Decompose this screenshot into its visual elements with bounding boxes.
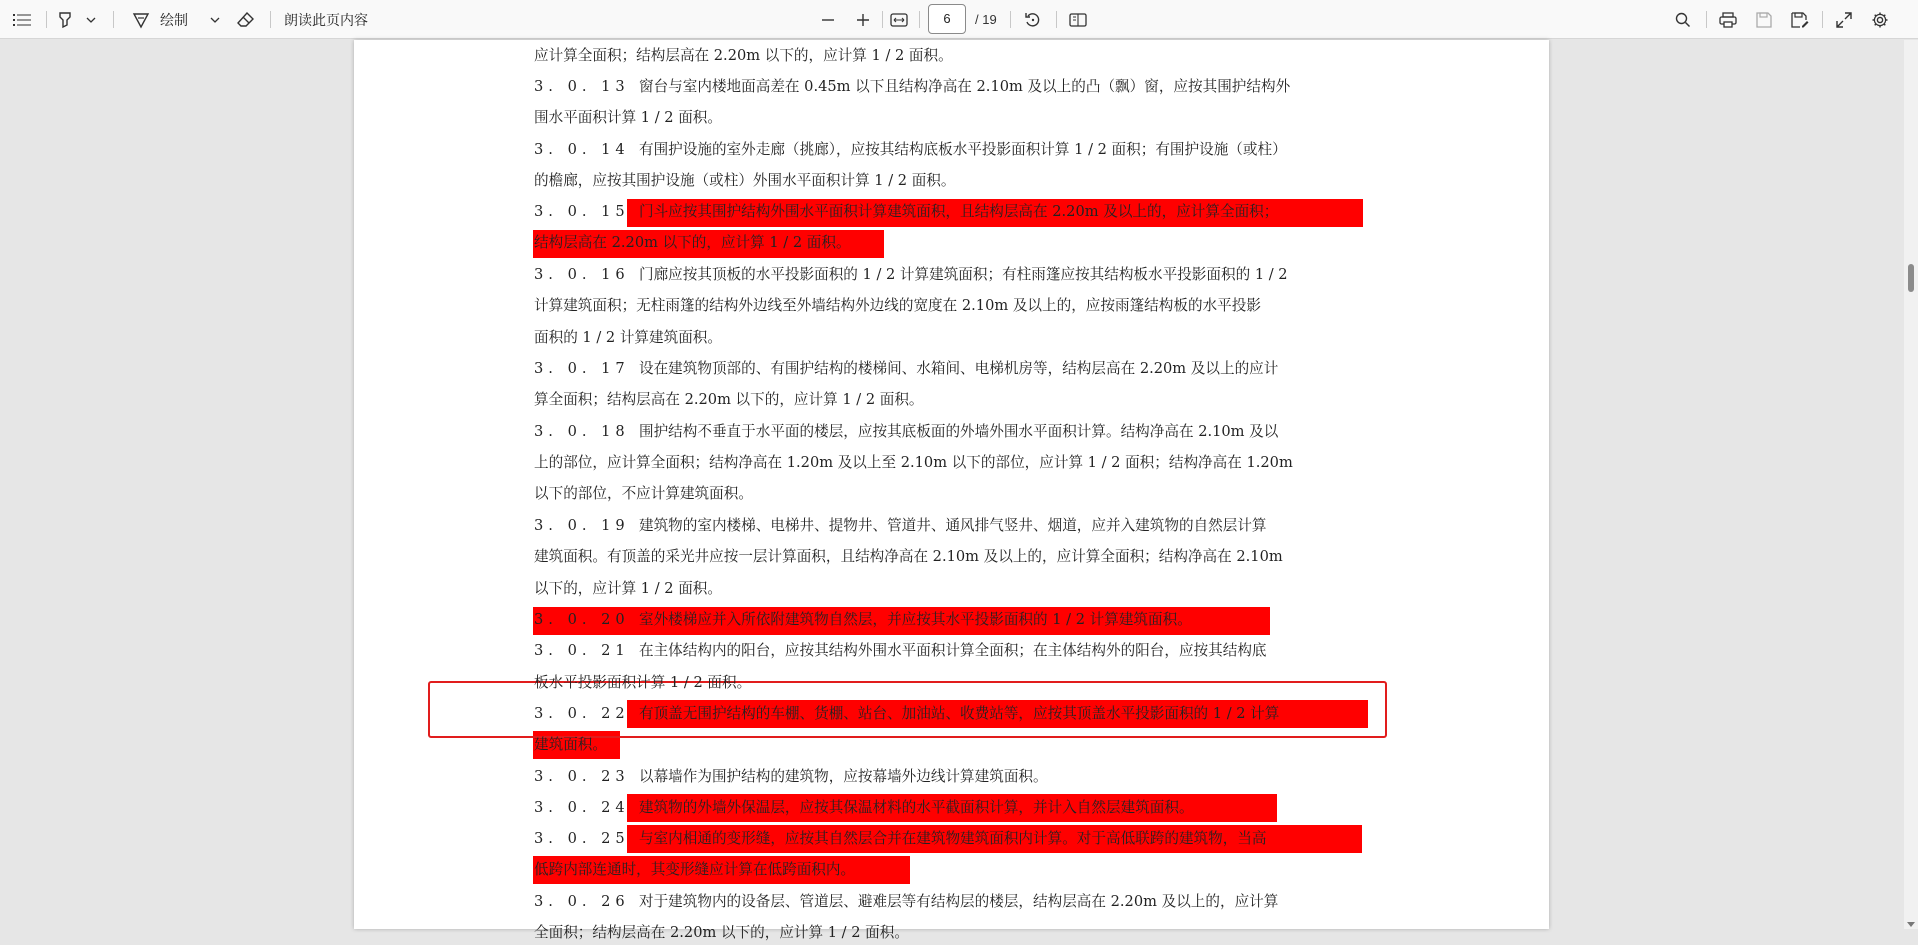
- doc-line: 3. 0. 16 门廊应按其顶板的水平投影面积的 1 / 2 计算建筑面积；有柱雨篷应按其结构板水平投影面积的 1 / 2: [534, 266, 1288, 283]
- pdf-toolbar: [0, 0, 1918, 39]
- doc-line: 围水平面积计算 1 / 2 面积。: [534, 109, 722, 126]
- doc-line: 面积的 1 / 2 计算建筑面积。: [534, 329, 722, 346]
- toolbar-divider: [1706, 11, 1707, 28]
- doc-line: 全面积；结构层高在 2.20m 以下的，应计算 1 / 2 面积。: [534, 924, 909, 941]
- save-as-icon[interactable]: [1786, 0, 1814, 39]
- eraser-icon[interactable]: [234, 0, 258, 39]
- doc-line: 计算建筑面积；无柱雨篷的结构外边线至外墙结构外边线的宽度在 2.10m 及以上的，应按雨篷结构板的水平投影: [534, 297, 1261, 314]
- print-icon[interactable]: [1714, 0, 1742, 39]
- doc-line: 算全面积；结构层高在 2.20m 以下的，应计算 1 / 2 面积。: [534, 391, 924, 408]
- doc-line: 应计算全面积；结构层高在 2.20m 以下的，应计算 1 / 2 面积。: [534, 47, 953, 64]
- document-viewport[interactable]: [0, 40, 1904, 941]
- doc-line: 以下的，应计算 1 / 2 面积。: [534, 580, 722, 597]
- doc-line: 3. 0. 14 有围护设施的室外走廊（挑廊），应按其结构底板水平投影面积计算 1 / 2 面积；有围护设施（或柱）: [534, 141, 1287, 158]
- draw-pen-icon[interactable]: [130, 0, 152, 39]
- doc-line: 3. 0. 25 与室内相通的变形缝，应按其自然层合并在建筑物建筑面积内计算。对于高低联跨的建筑物，当高: [534, 830, 1267, 847]
- doc-line: 3. 0. 26 对于建筑物内的设备层、管道层、避难层等有结构层的楼层，结构层高在 2.20m 及以上的，应计算: [534, 893, 1279, 910]
- doc-line: 上的部位，应计算全面积；结构净高在 1.20m 及以上至 2.10m 以下的部位，应计算 1 / 2 面积；结构净高在 1.20m: [534, 454, 1293, 471]
- toolbar-divider: [919, 11, 920, 28]
- read-aloud-label: 朗读此页内容: [284, 12, 368, 29]
- page-total: / 19: [975, 12, 997, 27]
- chevron-down-icon[interactable]: [206, 0, 224, 39]
- doc-line: 3. 0. 22 有顶盖无围护结构的车棚、货棚、站台、加油站、收费站等，应按其顶盖水平投影面积的 1 / 2 计算: [534, 705, 1280, 722]
- highlighter-icon[interactable]: [54, 0, 76, 39]
- chevron-down-icon[interactable]: [82, 0, 100, 39]
- doc-line: 3. 0. 13 窗台与室内楼地面高差在 0.45m 以下且结构净高在 2.10m 及以上的凸（飘）窗，应按其围护结构外: [534, 78, 1291, 95]
- read-aloud-button[interactable]: [284, 0, 380, 39]
- fit-width-icon[interactable]: [886, 0, 912, 39]
- page-view-icon[interactable]: [1064, 0, 1092, 39]
- search-icon[interactable]: [1670, 0, 1696, 39]
- toolbar-divider: [113, 11, 114, 28]
- doc-line: 3. 0. 18 围护结构不垂直于水平面的楼层，应按其底板面的外墙外围水平面积计算。结构净高在 2.10m 及以: [534, 423, 1279, 440]
- zoom-out-icon[interactable]: [816, 0, 840, 39]
- toolbar-divider: [1056, 11, 1057, 28]
- doc-line: 3. 0. 20 室外楼梯应并入所依附建筑物自然层，并应按其水平投影面积的 1 / 2 计算建筑面积。: [534, 611, 1192, 628]
- page-number-input[interactable]: 6: [928, 4, 966, 34]
- doc-line: 3. 0. 23 以幕墙作为围护结构的建筑物，应按幕墙外边线计算建筑面积。: [534, 768, 1048, 785]
- fullscreen-icon[interactable]: [1830, 0, 1858, 39]
- doc-line: 的檐廊，应按其围护设施（或柱）外围水平面积计算 1 / 2 面积。: [534, 172, 956, 189]
- doc-line: 结构层高在 2.20m 以下的，应计算 1 / 2 面积。: [534, 234, 851, 251]
- table-of-contents-icon[interactable]: [8, 0, 36, 39]
- toolbar-divider: [1822, 11, 1823, 28]
- settings-gear-icon[interactable]: [1866, 0, 1894, 39]
- doc-line: 低跨内部连通时，其变形缝应计算在低跨面积内。: [534, 861, 856, 878]
- doc-line: 3. 0. 15 门斗应按其围护结构外围水平面积计算建筑面积，且结构层高在 2.20m 及以上的，应计算全面积；: [534, 203, 1279, 220]
- scroll-down-arrow-icon[interactable]: [1907, 922, 1915, 927]
- doc-line: 建筑面积。: [534, 736, 607, 753]
- draw-button[interactable]: [160, 0, 196, 39]
- draw-label: 绘制: [160, 12, 188, 29]
- doc-line: 板水平投影面积计算 1 / 2 面积。: [534, 674, 752, 691]
- rotate-icon[interactable]: [1020, 0, 1046, 39]
- doc-line: 3. 0. 21 在主体结构内的阳台，应按其结构外围水平面积计算全面积；在主体结构外的阳台，应按其结构底: [534, 642, 1267, 659]
- toolbar-divider: [46, 11, 47, 28]
- save-icon[interactable]: [1750, 0, 1778, 39]
- toolbar-divider: [270, 11, 271, 28]
- doc-line: 3. 0. 17 设在建筑物顶部的、有围护结构的楼梯间、水箱间、电梯机房等，结构层高在 2.20m 及以上的应计: [534, 360, 1279, 377]
- toolbar-divider: [882, 11, 883, 28]
- doc-line: 3. 0. 19 建筑物的室内楼梯、电梯井、提物井、管道井、通风排气竖井、烟道，应并入建筑物的自然层计算: [534, 517, 1267, 534]
- toolbar-divider: [1010, 11, 1011, 28]
- doc-line: 以下的部位，不应计算建筑面积。: [534, 485, 753, 502]
- scrollbar-thumb[interactable]: [1908, 264, 1914, 292]
- doc-line: 3. 0. 24 建筑物的外墙外保温层，应按其保温材料的水平截面积计算，并计入自然层建筑面积。: [534, 799, 1194, 816]
- zoom-in-icon[interactable]: [851, 0, 875, 39]
- vertical-scrollbar[interactable]: [1904, 40, 1918, 929]
- doc-line: 建筑面积。有顶盖的采光井应按一层计算面积，且结构净高在 2.10m 及以上的，应计算全面积；结构净高在 2.10m: [534, 548, 1283, 565]
